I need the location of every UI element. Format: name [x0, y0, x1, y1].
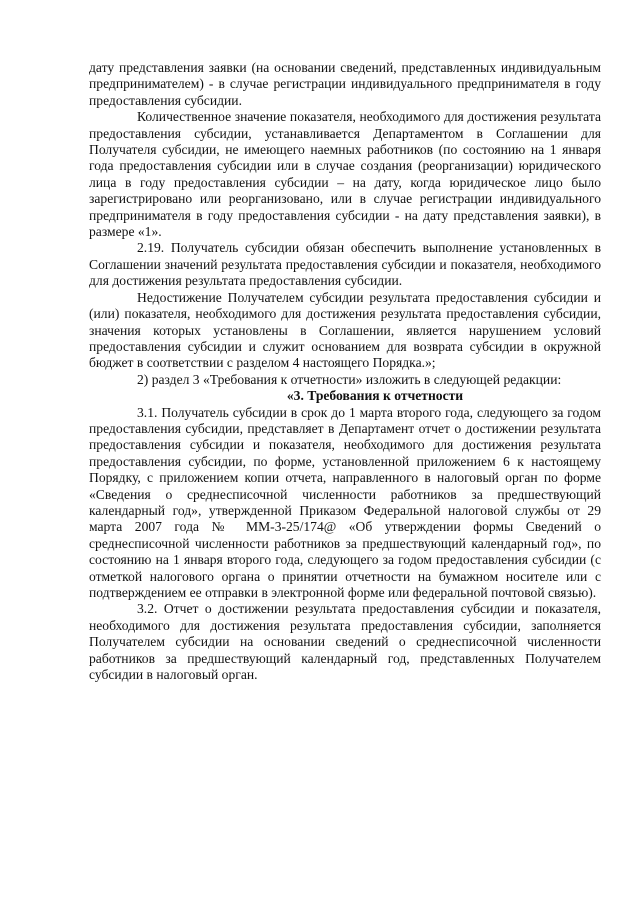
- paragraph-2-19: 2.19. Получатель субсидии обязан обеспечить выполнение установленных в Соглашении значений результата предоставления субсидии и показателя, необходимого для достижения результата предоставления субсидии.: [89, 240, 601, 289]
- paragraph-3-2: 3.2. Отчет о достижении результата предоставления субсидии и показателя, необходимого для достижения результата предоставления субсидии, заполняется Получателем субсидии на основании сведений о среднесписочной численности работников за предшествующий календарный год, представленных Получателем субсидии в налоговый орган.: [89, 601, 601, 683]
- section-heading: «3. Требования к отчетности: [286, 388, 464, 404]
- paragraph-submission-date: дату представления заявки (на основании сведений, представленных индивидуальным предпринимателем) - в случае регистрации индивидуального предпринимателя в году предоставления субсидии.: [89, 60, 601, 108]
- paragraph-section-3-amendment: 2) раздел 3 «Требования к отчетности» изложить в следующей редакции:: [137, 371, 562, 387]
- paragraph-indicator-value: Количественное значение показателя, необходимого для достижения результата предоставления субсидии, устанавливается Департаментом в Соглашении для Получателя субсидии, не имеющего наемных работников (по состоянию на 1 января года предоставления субсидии или в случае создания (реорганизации) юридического лица в году предоставления субсидии – на дату, когда юридическое лицо было зарегистрировано или реорганизовано, или в случае регистрации индивидуального предпринимателя в году предоставления субсидии - на дату представления заявки), в размере «1».: [89, 109, 601, 240]
- document-page: [89, 60, 601, 683]
- paragraph-non-achievement: Недостижение Получателем субсидии результата предоставления субсидии и (или) показателя, необходимого для достижения результата предоставления субсидии, значения которых установлены в Соглашении, является нарушением условий предоставления субсидии и служит основанием для возврата субсидии в окружной бюджет в соответствии с разделом 4 настоящего Порядка.»;: [89, 289, 601, 371]
- paragraph-3-1: 3.1. Получатель субсидии в срок до 1 марта второго года, следующего за годом предоставления субсидии, представляет в Департамент отчет о достижении результата предоставления субсидии и показателя, необходимого для достижения результата предоставления субсидии, по форме, установленной приложением 6 к настоящему Порядку, с приложением копии отчета, направленного в налоговый орган по форме «Сведения о среднесписочной численности работников за предшествующий календарный год», утвержденной Приказом Федеральной налоговой службы от 29 марта 2007 года № ММ-3-25/174@ «Об утверждении формы Сведений о среднесписочной численности работников за предшествующий календарный год», по состоянию на 1 января второго года, следующего за годом предоставления субсидии (с отметкой налогового органа о принятии отчетности на бумажном носителе или с подтверждением ее отправки в электронной форме или федеральной почтовой связью).: [89, 404, 601, 600]
